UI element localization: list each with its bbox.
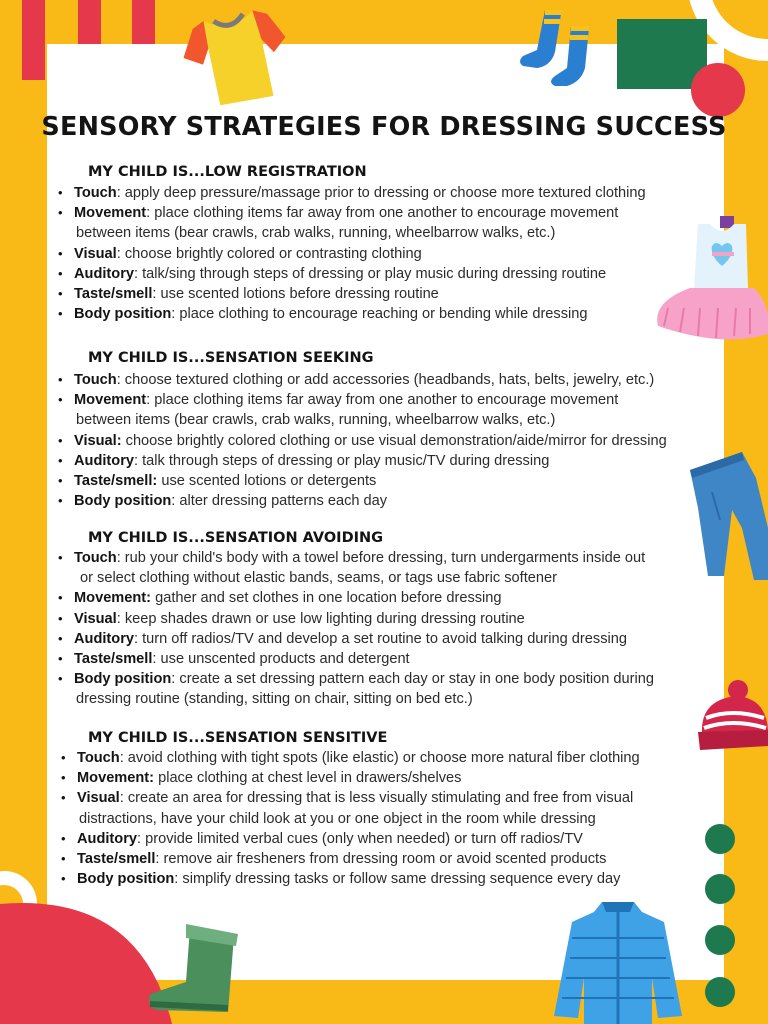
list-item <box>74 264 646 284</box>
item-label: Taste/smell: <box>74 473 158 490</box>
item-text: : talk through steps of dressing or play music/TV during dressing <box>134 452 550 469</box>
list-sensation-seeking <box>74 370 667 511</box>
item-text: : create a set dressing pattern each day or stay in one body position during <box>171 671 654 688</box>
green-dots <box>700 822 740 1012</box>
item-label: Touch <box>74 550 117 566</box>
list-item <box>77 788 640 828</box>
list-item <box>77 768 640 788</box>
item-label: Visual <box>74 610 117 627</box>
item-label: Body position <box>74 306 172 323</box>
list-item <box>74 431 667 451</box>
t-shirt-icon <box>180 4 290 109</box>
item-label: Movement: <box>74 590 152 607</box>
list-item <box>74 649 654 669</box>
list-item <box>77 829 640 849</box>
item-label: Visual <box>77 790 120 807</box>
item-label: Auditory <box>74 630 134 647</box>
item-text: : rub your child's body with a towel before dressing, turn undergarments inside out <box>116 550 646 566</box>
list-item <box>74 471 667 491</box>
item-label: Touch <box>74 372 117 388</box>
item-label: Touch <box>77 750 120 766</box>
list-item <box>77 748 640 768</box>
red-circle <box>690 62 746 118</box>
item-text: : use unscented products and detergent <box>152 651 410 668</box>
list-item <box>74 609 654 629</box>
item-text: : place clothing to encourage reaching or bending while dressing <box>171 306 588 323</box>
list-item <box>77 849 640 869</box>
item-text-continued: or select clothing without elastic bands, seams, or tags use fabric softener <box>80 570 557 587</box>
list-item <box>74 244 646 264</box>
item-label: Touch <box>74 185 117 201</box>
list-item <box>74 548 654 588</box>
section-heading-sensation-seeking: MY CHILD IS...SENSATION SEEKING <box>88 350 374 366</box>
list-sensation-avoiding <box>74 548 654 710</box>
item-label: Auditory <box>77 830 137 847</box>
item-label: Visual <box>74 245 117 262</box>
item-label: Movement <box>74 392 147 409</box>
item-text: : create an area for dressing that is less visually stimulating and free from visual <box>119 790 634 807</box>
item-label: Taste/smell <box>74 286 153 303</box>
tutu-dress-icon <box>650 216 768 346</box>
item-label: Body position <box>74 493 172 510</box>
list-item <box>74 629 654 649</box>
beanie-hat-icon <box>692 678 768 752</box>
item-text: : place clothing items far away from one another to encourage movement <box>146 205 619 222</box>
item-text: use scented lotions or detergents <box>157 473 377 490</box>
rain-boot-icon <box>146 920 246 1020</box>
section-heading-low-registration: MY CHILD IS...LOW REGISTRATION <box>88 164 367 180</box>
item-label: Body position <box>74 671 172 688</box>
item-text: gather and set clothes in one location before dressing <box>151 590 502 607</box>
list-item <box>74 183 646 203</box>
page-title: SENSORY STRATEGIES FOR DRESSING SUCCESS <box>41 112 727 142</box>
puffer-jacket-icon <box>552 898 684 1024</box>
list-item <box>77 869 640 889</box>
list-item <box>74 203 646 243</box>
item-text: place clothing at chest level in drawers/shelves <box>154 770 462 787</box>
item-text: : choose textured clothing or add accessories (headbands, hats, belts, jewelry, etc.) <box>116 372 655 388</box>
list-item <box>74 669 654 709</box>
item-text: : talk/sing through steps of dressing or play music during dressing routine <box>134 265 607 282</box>
item-text: : choose brightly colored or contrasting clothing <box>116 245 422 262</box>
item-text: : turn off radios/TV and develop a set routine to avoid talking during dressing <box>134 630 627 647</box>
item-label: Taste/smell <box>74 651 153 668</box>
item-text: : keep shades drawn or use low lighting during dressing routine <box>116 610 525 627</box>
item-text: : remove air fresheners from dressing room or avoid scented products <box>155 851 607 868</box>
list-low-registration <box>74 183 646 324</box>
item-text-continued: between items (bear crawls, crab walks, running, wheelbarrow walks, etc.) <box>76 225 556 242</box>
item-label: Visual: <box>74 432 122 449</box>
socks-icon <box>515 6 600 88</box>
item-text: : provide limited verbal cues (only when needed) or turn off radios/TV <box>137 830 583 847</box>
list-item <box>74 284 646 304</box>
item-label: Taste/smell <box>77 851 156 868</box>
list-item <box>74 370 667 390</box>
list-sensation-sensitive <box>77 748 640 889</box>
item-label: Movement <box>74 205 147 222</box>
item-text: choose brightly colored clothing or use visual demonstration/aide/mirror for dressing <box>121 432 667 449</box>
item-label: Movement: <box>77 770 155 787</box>
item-label: Auditory <box>74 452 134 469</box>
list-item <box>74 390 667 430</box>
item-text: : simplify dressing tasks or follow same dressing sequence every day <box>174 871 621 888</box>
list-item <box>74 304 646 324</box>
item-text-continued: between items (bear crawls, crab walks, running, wheelbarrow walks, etc.) <box>76 412 556 429</box>
item-text: : apply deep pressure/massage prior to dressing or choose more textured clothing <box>116 185 646 201</box>
item-text: : place clothing items far away from one another to encourage movement <box>146 392 619 409</box>
item-text-continued: dressing routine (standing, sitting on chair, sitting on bed etc.) <box>76 691 473 708</box>
list-item <box>74 451 667 471</box>
item-text: : alter dressing patterns each day <box>171 493 388 510</box>
item-label: Auditory <box>74 265 134 282</box>
item-text: : avoid clothing with tight spots (like elastic) or choose more natural fiber clothing <box>119 750 640 766</box>
list-item <box>74 491 667 511</box>
jeans-icon <box>684 448 768 580</box>
item-text-continued: distractions, have your child look at you or one object in the room while dressing <box>79 810 596 827</box>
list-item <box>74 588 654 608</box>
item-label: Body position <box>77 871 175 888</box>
section-heading-sensation-avoiding: MY CHILD IS...SENSATION AVOIDING <box>88 530 384 546</box>
section-heading-sensation-sensitive: MY CHILD IS...SENSATION SENSITIVE <box>88 730 388 746</box>
item-text: : use scented lotions before dressing routine <box>152 286 439 303</box>
